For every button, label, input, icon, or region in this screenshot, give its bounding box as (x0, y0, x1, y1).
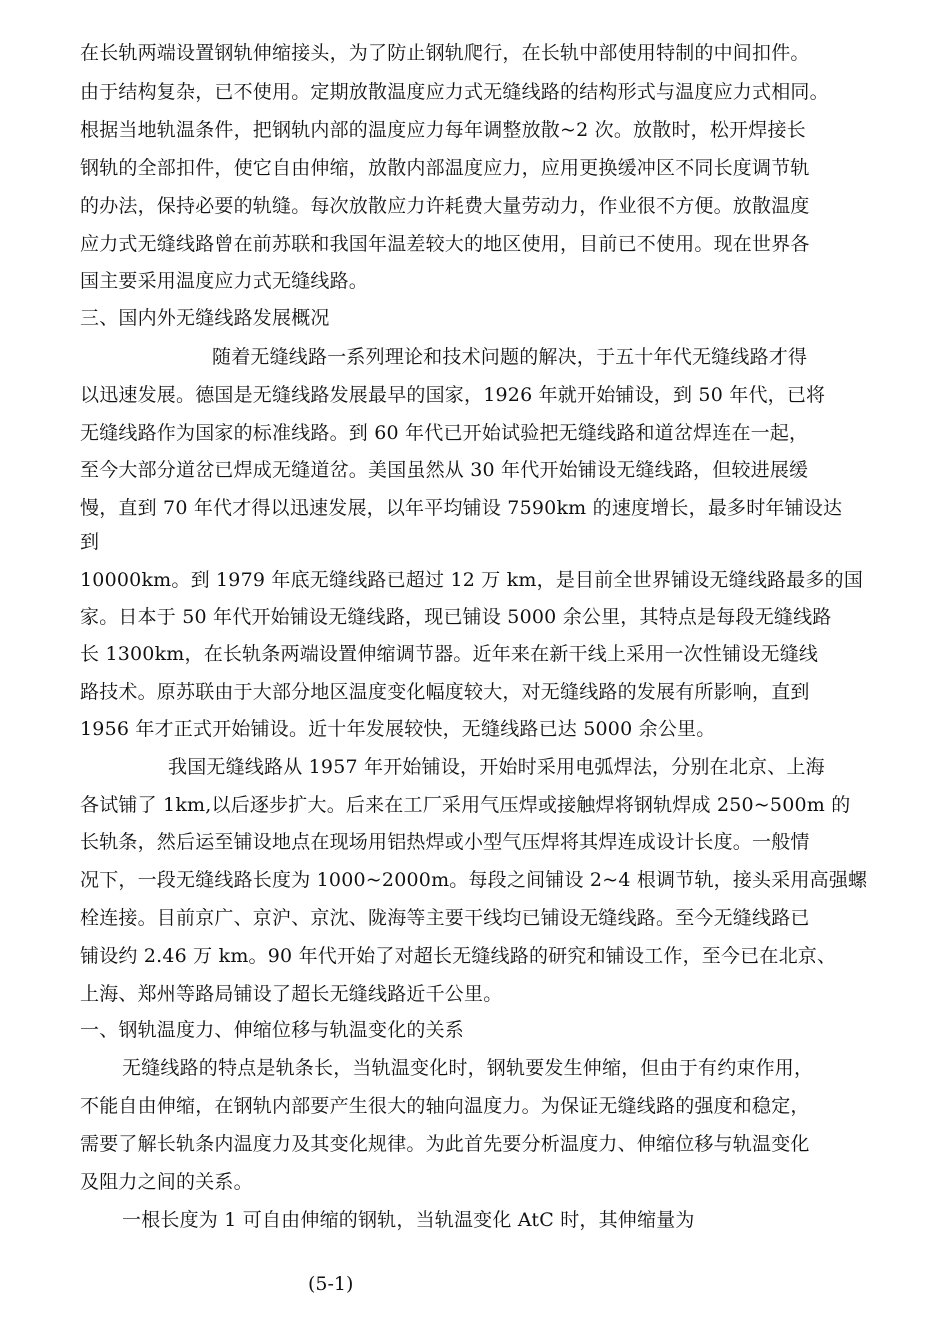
text-line-29: 不能自由伸缩，在钢轨内部要产生很大的轴向温度力。为保证无缝线路的强度和稳定， (80, 1095, 810, 1117)
text-line-21: 各试铺了 1km,以后逐步扩大。后来在工厂采用气压焊或接触焊将钢轨焊成 250~500m 的 (80, 794, 851, 816)
text-line-17: 长 1300km，在长轨条两端设置伸缩调节器。近年来在新干线上采用一次性铺设无缝线 (80, 643, 819, 665)
text-line-22: 长轨条，然后运至铺设地点在现场用铝热焊或小型气压焊将其焊连成设计长度。一般情 (80, 831, 810, 853)
text-line-18: 路技术。原苏联由于大部分地区温度变化幅度较大，对无缝线路的发展有所影响，直到 (80, 681, 810, 703)
text-line-30: 需要了解长轨条内温度力及其变化规律。为此首先要分析温度力、伸缩位移与轨温变化 (80, 1133, 810, 1155)
text-line-9: 随着无缝线路一系列理论和技术问题的解决，于五十年代无缝线路才得 (212, 346, 808, 368)
text-line-28: 无缝线路的特点是轨条长，当轨温变化时，钢轨要发生伸缩，但由于有约束作用， (122, 1057, 814, 1079)
text-line-6: 应力式无缝线路曾在前苏联和我国年温差较大的地区使用，目前已不使用。现在世界各 (80, 233, 810, 255)
text-line-4: 钢轨的全部扣件，使它自由伸缩，放散内部温度应力，应用更换缓冲区不同长度调节轨 (80, 157, 810, 179)
text-line-15: 10000km。到 1979 年底无缝线路已超过 12 万 km，是目前全世界铺设无缝线路最多的国 (80, 569, 864, 591)
text-line-19: 1956 年才正式开始铺设。近十年发展较快，无缝线路已达 5000 余公里。 (80, 718, 716, 740)
text-line-5: 的办法，保持必要的轨缝。每次放散应力许耗费大量劳动力，作业很不方便。放散温度 (80, 195, 810, 217)
text-line-3: 根据当地轨温条件，把钢轨内部的温度应力每年调整放散~2 次。放散时，松开焊接长 (80, 119, 806, 141)
text-line-14: 到 (80, 531, 100, 553)
text-line-32: 一根长度为 1 可自由伸缩的钢轨，当轨温变化 AtC 时，其伸缩量为 (122, 1209, 695, 1231)
section-heading-temperature-force: 一、钢轨温度力、伸缩位移与轨温变化的关系 (80, 1019, 465, 1041)
section-heading-development: 三、国内外无缝线路发展概况 (80, 307, 330, 329)
text-line-10: 以迅速发展。德国是无缝线路发展最早的国家，1926 年就开始铺设，到 50 年代，已将 (80, 384, 826, 406)
text-line-31: 及阻力之间的关系。 (80, 1171, 253, 1193)
text-line-1: 在长轨两端设置钢轨伸缩接头，为了防止钢轨爬行，在长轨中部使用特制的中间扣件。 (80, 42, 810, 64)
text-line-24: 栓连接。目前京广、京沪、京沈、陇海等主要干线均已铺设无缝线路。至今无缝线路已 (80, 907, 810, 929)
text-line-16: 家。日本于 50 年代开始铺设无缝线路，现已铺设 5000 余公里，其特点是每段无缝线路 (80, 606, 832, 628)
text-line-11: 无缝线路作为国家的标准线路。到 60 年代已开始试验把无缝线路和道岔焊连在一起， (80, 422, 809, 444)
text-line-20: 我国无缝线路从 1957 年开始铺设，开始时采用电弧焊法，分别在北京、上海 (168, 756, 825, 778)
text-line-2: 由于结构复杂，已不使用。定期放散温度应力式无缝线路的结构形式与温度应力式相同。 (80, 81, 829, 103)
text-line-13: 慢，直到 70 年代才得以迅速发展，以年平均铺设 7590km 的速度增长，最多时年铺设达 (80, 497, 843, 519)
equation-number: (5-1) (308, 1273, 354, 1295)
text-line-25: 铺设约 2.46 万 km。90 年代开始了对超长无缝线路的研究和铺设工作，至今已在北京、 (80, 945, 837, 967)
text-line-7: 国主要采用温度应力式无缝线路。 (80, 270, 369, 292)
text-line-23: 况下，一段无缝线路长度为 1000~2000m。每段之间铺设 2~4 根调节轨，接头采用高强螺 (80, 869, 868, 891)
text-line-26: 上海、郑州等路局铺设了超长无缝线路近千公里。 (80, 983, 503, 1005)
text-line-12: 至今大部分道岔已焊成无缝道岔。美国虽然从 30 年代开始铺设无缝线路，但较进展缓 (80, 459, 809, 481)
